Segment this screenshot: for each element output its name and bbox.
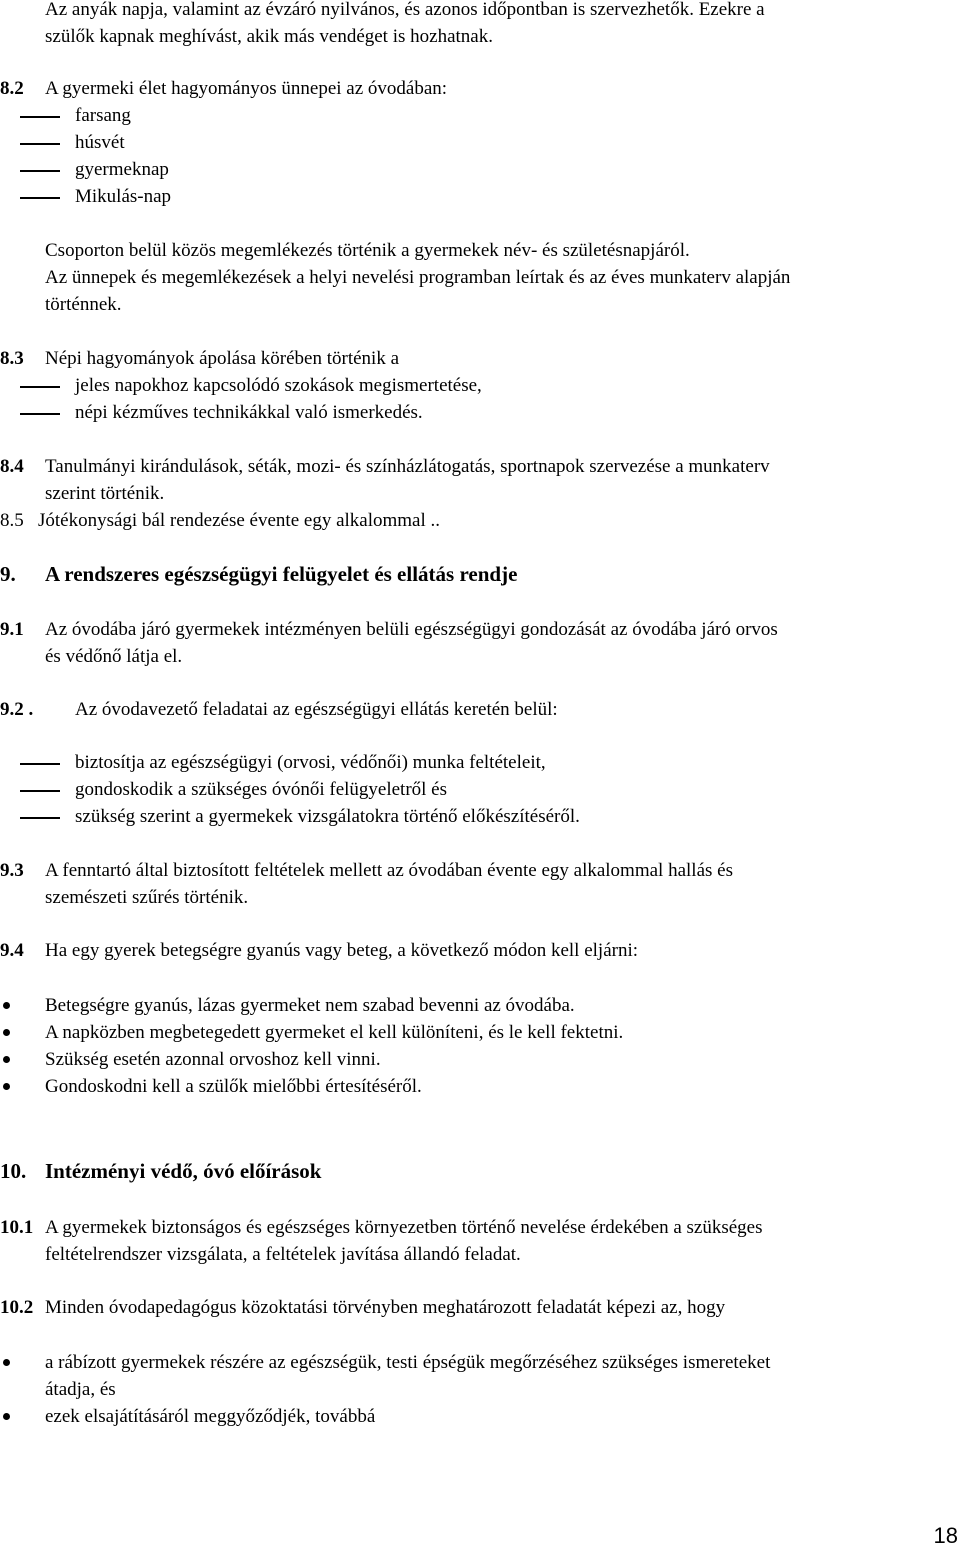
section-number: 8.4 — [0, 456, 24, 477]
section-number: 8.3 — [0, 348, 24, 369]
bullet-list — [0, 1349, 960, 1430]
section-8-5: 8.5 Jótékonysági bál rendezése évente egy alkalommal .. — [0, 507, 960, 534]
list-item: gondoskodik a szükséges óvónői felügyeletről és — [0, 776, 960, 803]
list-item: húsvét — [0, 129, 960, 156]
section-8-4: 8.4 Tanulmányi kirándulások, séták, mozi- és színházlátogatás, sportnapok szervezése a munkaterv szerint történik. — [0, 453, 960, 507]
list-item: Betegségre gyanús, lázas gyermeket nem szabad bevenni az óvodába. — [0, 992, 960, 1019]
section-number: 10.2 — [0, 1297, 34, 1318]
list-item: szükség szerint a gyermekek vizsgálatokra történő előkészítéséről. — [0, 803, 960, 830]
list-item: Szükség esetén azonnal orvoshoz kell vinni. — [0, 1046, 960, 1073]
list-item: Gondoskodni kell a szülők mielőbbi értesítéséről. — [0, 1073, 960, 1100]
section-text: A gyermeki élet hagyományos ünnepei az óvodában: — [45, 78, 448, 99]
section-9-3: 9.3 A fenntartó által biztosított feltételek mellett az óvodában évente egy alkalommal hallás és szemészeti szűrés történik. — [0, 857, 960, 911]
list-item: a rábízott gyermekek részére az egészségük, testi épségük megőrzéséhez szükséges ismereteket átadja, és — [0, 1349, 960, 1403]
list-item: gyermeknap — [0, 156, 960, 183]
page-number: 18 — [933, 1523, 958, 1548]
section-number: 8.5 — [0, 510, 24, 531]
section-8-3: 8.3 Népi hagyományok ápolása körében történik a jeles napokhoz kapcsolódó szokások megismertetése, népi kézműves technikákkal való ismerkedés. — [0, 345, 960, 426]
list-item: ezek elsajátításáról meggyőződjék, továbbá — [0, 1403, 960, 1430]
intro-paragraph: Az anyák napja, valamint az évzáró nyilvános, és azonos időpontban is szervezhetők. Ezekre a szülők kapnak meghívást, akik más vendéget is hozhatnak. — [45, 0, 765, 47]
section-number: 8.2 — [0, 78, 24, 99]
section-heading-10: 10. Intézményi védő, óvó előírások — [0, 1159, 322, 1183]
section-number: 9.2 . — [0, 699, 34, 720]
list-item: népi kézműves technikákkal való ismerkedés. — [0, 399, 960, 426]
list-item: biztosítja az egészségügyi (orvosi, védőnői) munka feltételeit, — [0, 749, 960, 776]
list-item: Mikulás-nap — [0, 183, 960, 210]
list-item: farsang — [0, 102, 960, 129]
bullet-list — [0, 992, 960, 1100]
section-10-1: 10.1 A gyermekek biztonságos és egészséges környezetben történő nevelése érdekében a szükséges feltételrendszer vizsgálata, a feltételek javítása állandó feladat. — [0, 1214, 960, 1268]
dash-list — [0, 102, 960, 210]
section-9-4: 9.4 Ha egy gyerek betegségre gyanús vagy beteg, a következő módon kell eljárni: — [0, 937, 960, 964]
section-9-2: 9.2 . Az óvodavezető feladatai az egészségügyi ellátás keretén belül: — [0, 696, 960, 723]
section-number: 10.1 — [0, 1217, 34, 1238]
section-heading-9: 9. A rendszeres egészségügyi felügyelet és ellátás rendje — [0, 562, 518, 586]
list-item: jeles napokhoz kapcsolódó szokások megismertetése, — [0, 372, 960, 399]
section-number: 9.3 — [0, 860, 24, 881]
paragraph: Csoporton belül közös megemlékezés történik a gyermekek név- és születésnapjáról. Az ünnepek és megemlékezések a helyi nevelési programban leírtak és az éves munkaterv alapján történnek. — [45, 240, 791, 315]
section-10-2: 10.2 Minden óvodapedagógus közoktatási törvényben meghatározott feladatát képezi az, hogy — [0, 1294, 960, 1321]
section-8-2 — [0, 75, 960, 210]
dash-list — [0, 372, 960, 426]
section-number: 9.4 — [0, 940, 24, 961]
list-item: A napközben megbetegedett gyermeket el kell különíteni, és le kell fektetni. — [0, 1019, 960, 1046]
section-9-1: 9.1 Az óvodába járó gyermekek intézményen belüli egészségügyi gondozását az óvodába járó orvos és védőnő látja el. — [0, 616, 960, 670]
section-number: 9.1 — [0, 619, 24, 640]
dash-list — [0, 749, 960, 830]
